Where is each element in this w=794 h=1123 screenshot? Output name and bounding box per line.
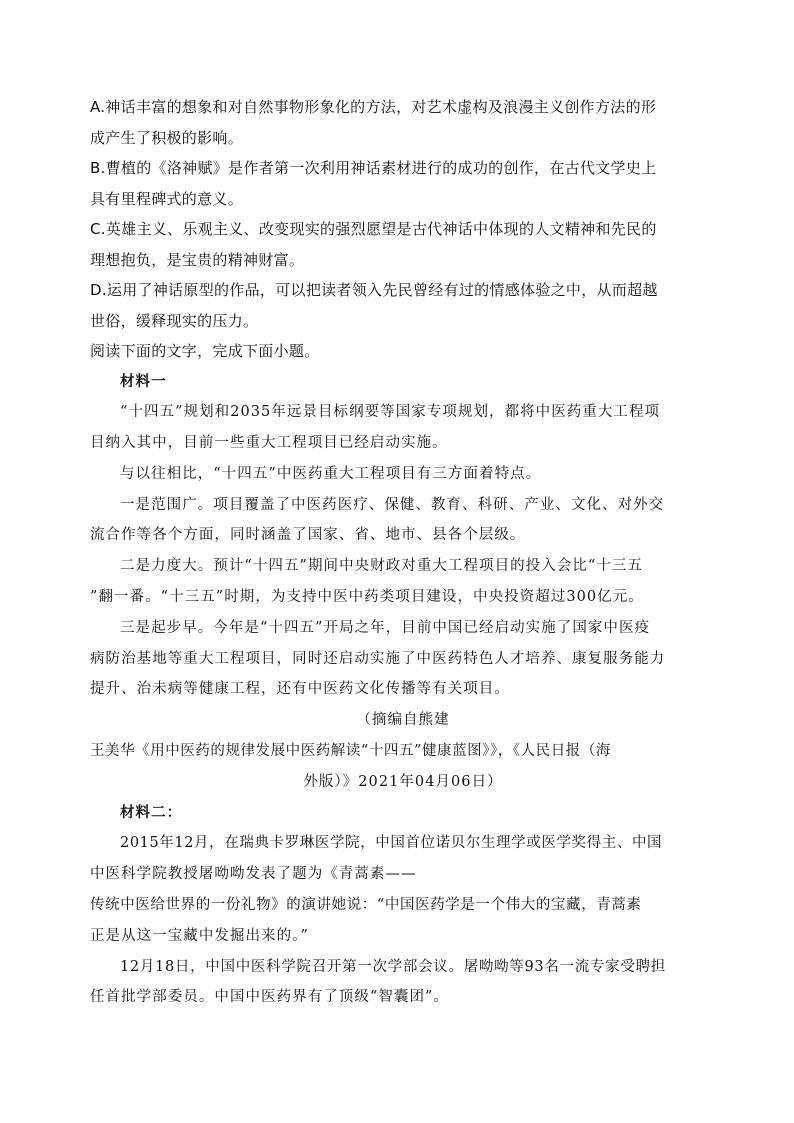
paragraph-line: 流合作等各个方面，同时涵盖了国家、省、地市、县各个层级。 (90, 527, 526, 544)
option-line: C.英雄主义、乐观主义、改变现实的强烈愿望是古代神话中体现的人文精神和先民的 (90, 220, 657, 238)
option-line: D.运用了神话原型的作品，可以把读者领入先民曾经有过的情感体验之中，从而超越 (90, 281, 658, 299)
paragraph-line: 一是范围广。项目覆盖了中医药医疗、保健、教育、科研、产业、文化、对外交 (120, 496, 665, 513)
option-c (90, 214, 716, 275)
source-citation: 外版）》2021年04月06日） (303, 773, 503, 790)
paragraph-line: ”翻一番。“十三五”时期，为支持中医中药类项目建设，中央投资超过300亿元。 (90, 589, 644, 606)
paragraph-line: 中医科学院教授屠呦呦发表了题为《青蒿素—— (90, 866, 417, 883)
paragraph-line: 目纳入其中，目前一些重大工程项目已经启动实施。 (90, 435, 448, 452)
paragraph-line: 12月18日，中国中医科学院召开第一次学部会议。屠呦呦等93名一流专家受聘担 (120, 958, 666, 975)
paragraph-line: 二是力度大。预计“十四五”期间中央财政对重大工程项目的投入会比“十三五 (120, 558, 643, 575)
option-line: 成产生了积极的影响。 (90, 128, 244, 147)
option-line: A.神话丰富的想象和对自然事物形象化的方法，对艺术虚构及浪漫主义创作方法的形 (90, 98, 657, 116)
reading-instruction: 阅读下面的文字，完成下面小题。 (90, 342, 320, 360)
paragraph-line: 病防治基地等重大工程项目，同时还启动实施了中医药特色人才培养、康复服务能力 (90, 650, 666, 667)
source-citation: （摘编自熊建 (356, 712, 450, 729)
paragraph-line: 三是起步早。今年是“十四五”开局之年，目前中国已经启动实施了国家中医疫 (120, 619, 651, 636)
option-d (90, 275, 716, 336)
paragraph-line: 任首批学部委员。中国中医药界有了顶级“智囊团”。 (90, 989, 450, 1006)
option-line: 理想抱负，是宝贵的精神财富。 (90, 250, 305, 269)
paragraph-line: 2015年12月，在瑞典卡罗琳医学院，中国首位诺贝尔生理学或医学奖得主、中国 (120, 835, 663, 852)
paragraph-line: “十四五”规划和2035年远景目标纲要等国家专项规划，都将中医药重大工程项 (120, 404, 661, 421)
source-citation: 王美华《用中医药的规律发展中医药解读“十四五”健康蓝图》》，《人民日报（海 (90, 743, 611, 760)
material-one-title: 材料一 (120, 372, 167, 390)
option-line: 具有里程碑式的意义。 (90, 189, 244, 208)
material-two (90, 798, 716, 1014)
paragraph-line: 传统中医给世界的一份礼物》的演讲她说：“中国医药学是一个伟大的宝藏，青蒿素 (90, 897, 642, 914)
option-b (90, 153, 716, 214)
paragraph-line: 提升、治未病等健康工程，还有中医药文化传播等有关项目。 (90, 681, 510, 698)
material-one (90, 367, 716, 798)
option-line: B.曹植的《洛神赋》是作者第一次利用神话素材进行的成功的创作，在古代文学史上 (90, 159, 657, 177)
paragraph-line: 正是从这一宝藏中发掘出来的。” (90, 927, 309, 944)
material-two-title: 材料二： (120, 803, 183, 821)
paragraph-line: 与以往相比，“十四五”中医药重大工程项目有三方面着特点。 (120, 465, 542, 482)
option-a (90, 92, 716, 153)
option-line: 世俗，缓释现实的压力。 (90, 311, 259, 330)
document-page (90, 92, 716, 1013)
